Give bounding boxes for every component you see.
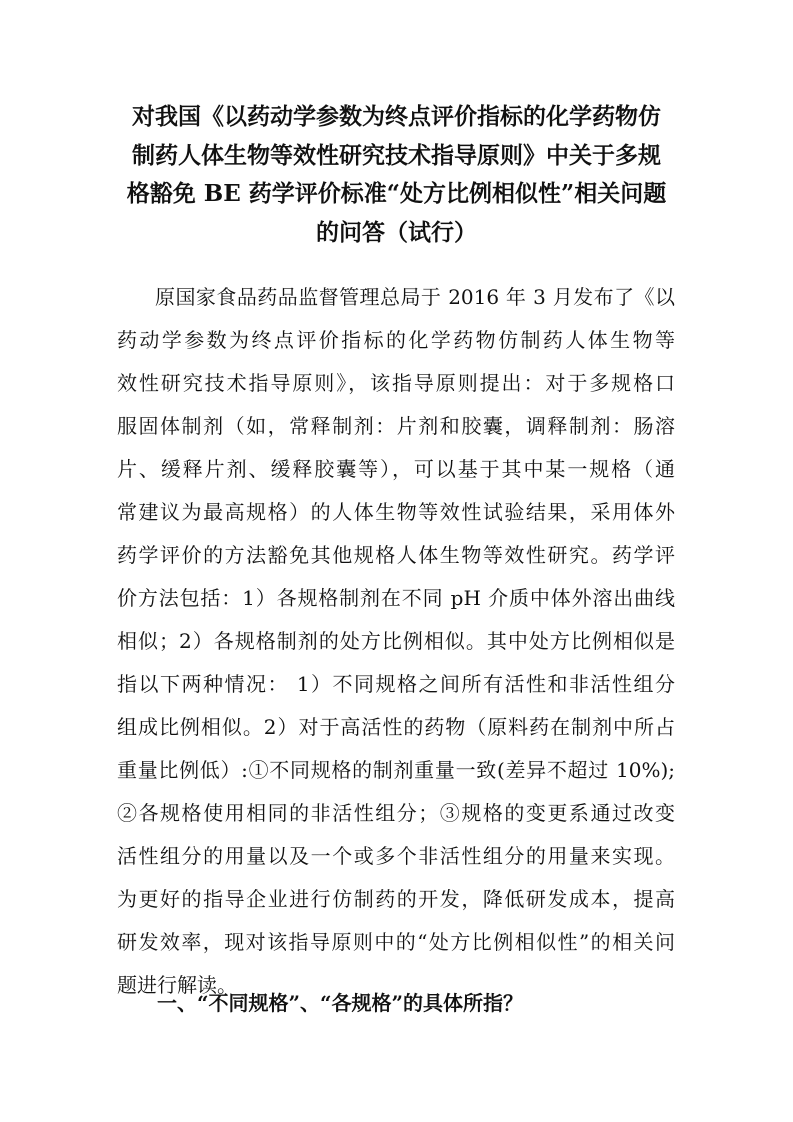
paragraph-line: 片、缓释片剂、缓释胶囊等），可以基于其中某一规格（通 — [117, 457, 675, 481]
section-heading: 一、“不同规格”、“各规格”的具体所指？ — [157, 991, 524, 1015]
title-line: 的问答（试行） — [316, 218, 477, 246]
title-line: 制药人体生物等效性研究技术指导原则》中关于多规 — [132, 141, 661, 169]
paragraph-line: 原国家食品药品监督管理总局于 2016 年 3 月发布了《以 — [155, 285, 675, 309]
paragraph-line: 效性研究技术指导原则》，该指导原则提出：对于多规格口 — [117, 371, 675, 395]
body-paragraph — [117, 282, 675, 1013]
paragraph-line: 指以下两种情况： 1）不同规格之间所有活性和非活性组分 — [117, 672, 675, 696]
paragraph-line: 题进行解读。 — [117, 973, 237, 997]
paragraph-line: 服固体制剂（如，常释制剂：片剂和胶囊，调释制剂：肠溶 — [117, 414, 675, 438]
paragraph-line: 为更好的指导企业进行仿制药的开发，降低研发成本，提高 — [117, 887, 675, 911]
paragraph-line: 药动学参数为终点评价指标的化学药物仿制药人体生物等 — [117, 328, 675, 352]
paragraph-line: ②各规格使用相同的非活性组分；③规格的变更系通过改变 — [117, 801, 675, 825]
title-line: 格豁免 BE 药学评价标准“处方比例相似性”相关问题 — [126, 180, 667, 207]
paragraph-line: 活性组分的用量以及一个或多个非活性组分的用量来实现。 — [117, 844, 675, 868]
paragraph-line: 重量比例低）:①不同规格的制剂重量一致(差异不超过 10%); — [117, 758, 675, 782]
paragraph-line: 常建议为最高规格）的人体生物等效性试验结果，采用体外 — [117, 500, 675, 524]
paragraph-line: 相似；2）各规格制剂的处方比例相似。其中处方比例相似是 — [117, 629, 675, 653]
document-title — [100, 98, 693, 252]
paragraph-line: 药学评价的方法豁免其他规格人体生物等效性研究。药学评 — [117, 543, 675, 567]
title-line: 对我国《以药动学参数为终点评价指标的化学药物仿 — [132, 103, 661, 130]
paragraph-line: 组成比例相似。2）对于高活性的药物（原料药在制剂中所占 — [117, 715, 675, 739]
paragraph-line: 价方法包括：1）各规格制剂在不同 pH 介质中体外溶出曲线 — [117, 586, 675, 610]
paragraph-line: 研发效率，现对该指导原则中的“处方比例相似性”的相关问 — [117, 930, 675, 954]
